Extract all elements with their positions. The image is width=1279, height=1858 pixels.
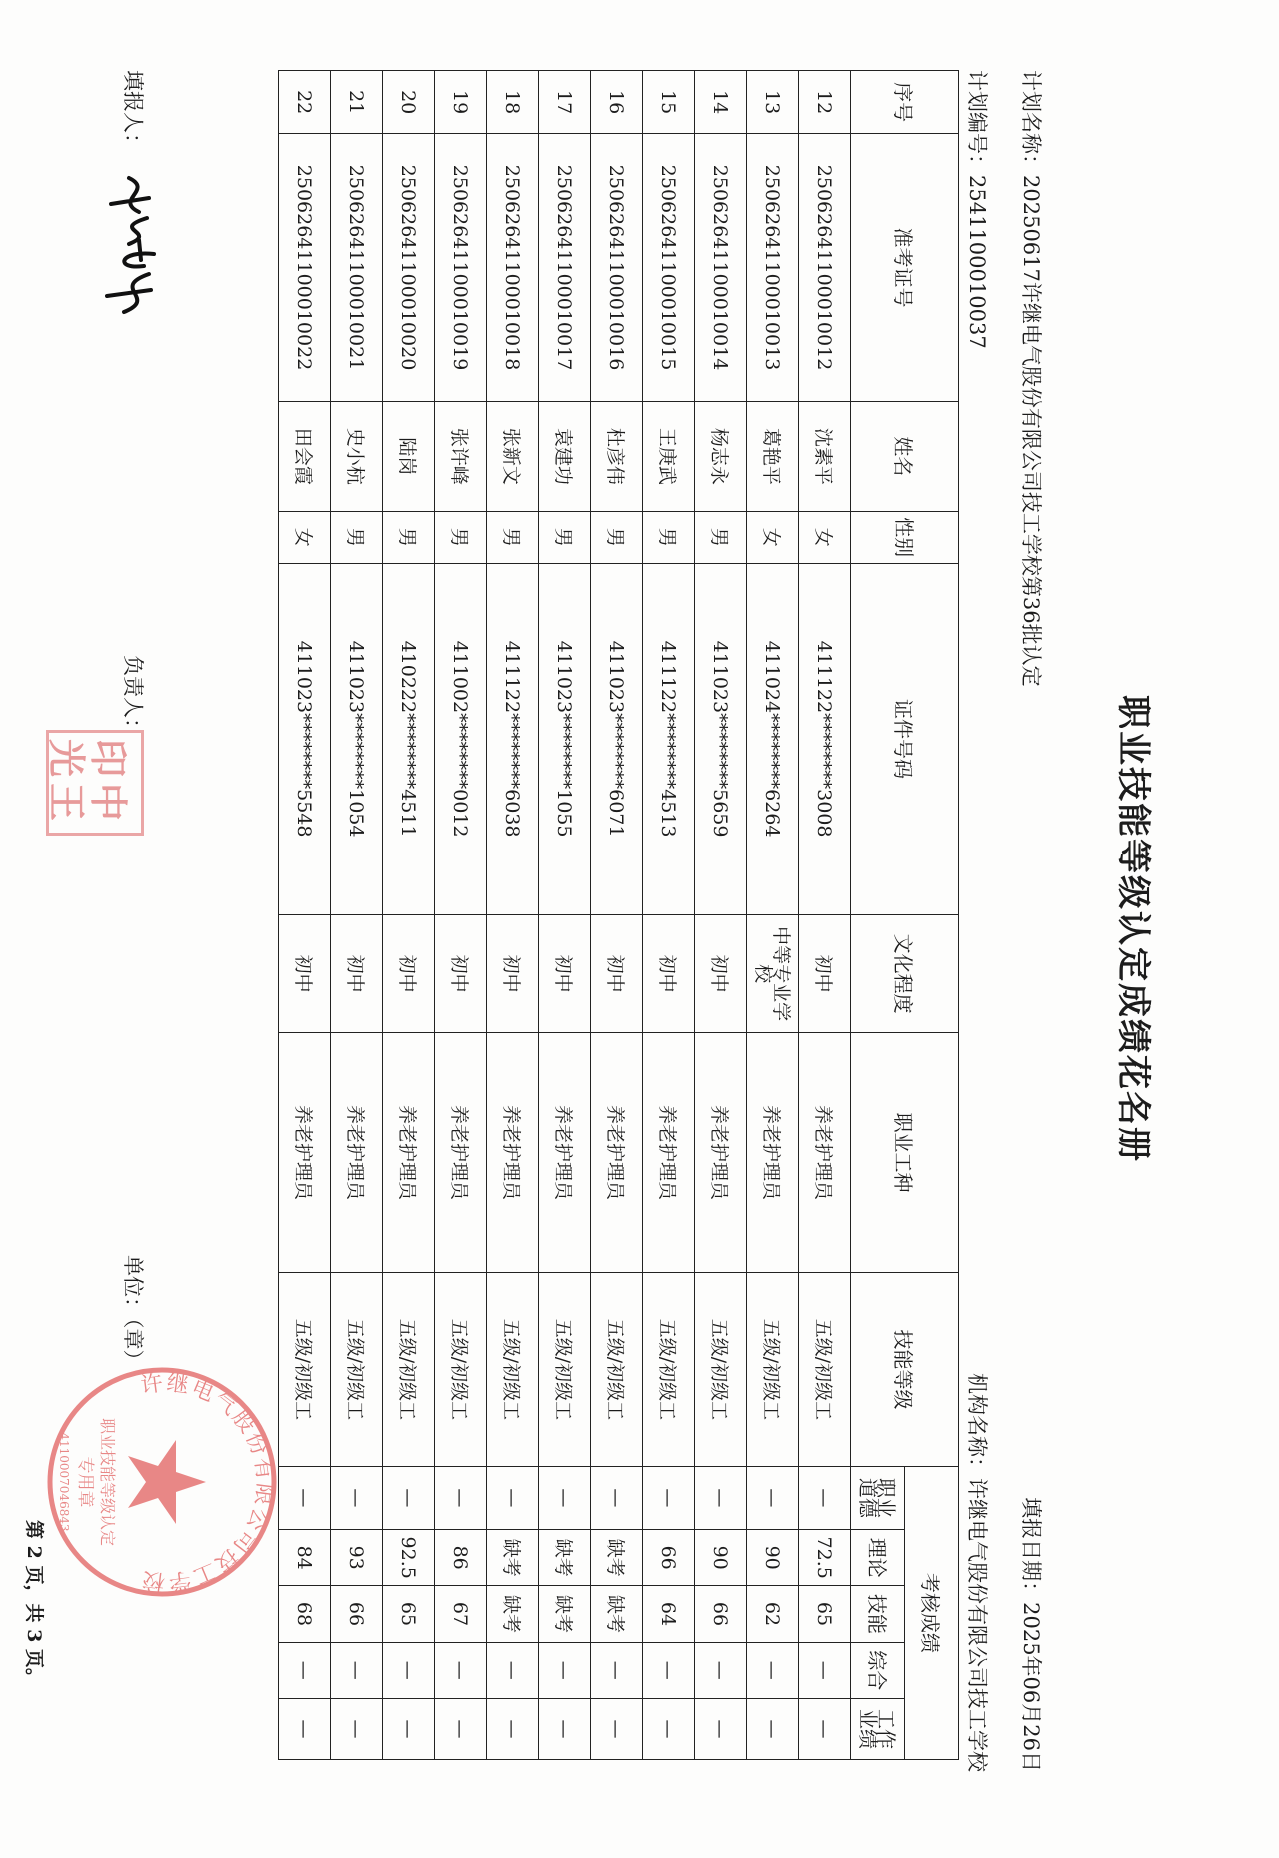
header-id-no: 证件号码	[851, 563, 959, 915]
cell-skill-level: 五级/初级工	[487, 1273, 539, 1467]
cell-gender: 女	[279, 512, 331, 564]
table-row	[695, 71, 747, 1760]
cell-work-performance: —	[799, 1698, 851, 1759]
cell-id-no: 411023********5548	[279, 563, 331, 915]
header-scores-group: 考核成绩	[905, 1466, 959, 1759]
table-row	[539, 71, 591, 1760]
cell-seq: 13	[747, 71, 799, 134]
cell-seq: 14	[695, 71, 747, 134]
cell-name: 陆岗	[383, 401, 435, 511]
cell-skill-level: 五级/初级工	[747, 1273, 799, 1467]
cell-work-performance: —	[591, 1698, 643, 1759]
seal-char-3: 印	[86, 739, 131, 778]
cell-id-no: 411122********6038	[487, 563, 539, 915]
cell-theory: 缺考	[591, 1530, 643, 1586]
cell-work-performance: —	[331, 1698, 383, 1759]
cell-skill-level: 五级/初级工	[695, 1273, 747, 1467]
cell-ethics: —	[643, 1466, 695, 1529]
cell-id-no: 411023********5659	[695, 563, 747, 915]
cell-ethics: —	[435, 1466, 487, 1529]
cell-id-no: 411122********3008	[799, 563, 851, 915]
cell-overall: —	[799, 1642, 851, 1698]
cell-exam-no: 25062641100010017	[539, 134, 591, 401]
cell-skill-level: 五级/初级工	[591, 1273, 643, 1467]
cell-gender: 男	[591, 512, 643, 564]
cell-education: 初中	[695, 915, 747, 1032]
table-row	[435, 71, 487, 1760]
cell-id-no: 411122********4513	[643, 563, 695, 915]
official-round-stamp	[39, 1360, 284, 1605]
header-exam-no: 准考证号	[851, 134, 959, 401]
table-row	[643, 71, 695, 1760]
header-skill-level: 技能等级	[851, 1273, 959, 1467]
header-work-performance: 工作业绩	[851, 1698, 905, 1759]
cell-skill-level: 五级/初级工	[331, 1273, 383, 1467]
cell-skill-level: 五级/初级工	[799, 1273, 851, 1467]
header-education: 文化程度	[851, 915, 959, 1032]
cell-work-performance: —	[383, 1698, 435, 1759]
header-gender: 性别	[851, 512, 959, 564]
cell-occupation: 养老护理员	[799, 1032, 851, 1272]
cell-ethics: —	[383, 1466, 435, 1529]
cell-overall: —	[643, 1642, 695, 1698]
cell-occupation: 养老护理员	[435, 1032, 487, 1272]
cell-exam-no: 25062641100010013	[747, 134, 799, 401]
cell-id-no: 411023********6071	[591, 563, 643, 915]
cell-seq: 16	[591, 71, 643, 134]
cell-seq: 15	[643, 71, 695, 134]
cell-theory: 92.5	[383, 1530, 435, 1586]
table-row	[331, 71, 383, 1760]
filler-label: 填报人：	[121, 70, 145, 154]
cell-education: 初中	[643, 915, 695, 1032]
table-row	[383, 71, 435, 1760]
cell-gender: 男	[643, 512, 695, 564]
cell-name: 史小杭	[331, 401, 383, 511]
cell-exam-no: 25062641100010021	[331, 134, 383, 401]
cell-work-performance: —	[487, 1698, 539, 1759]
unit-label-text: 单位：	[121, 1255, 145, 1318]
cell-theory: 72.5	[799, 1530, 851, 1586]
cell-occupation: 养老护理员	[539, 1032, 591, 1272]
header-occupation: 职业工种	[851, 1032, 959, 1272]
cell-skill-level: 五级/初级工	[279, 1273, 331, 1467]
cell-gender: 男	[383, 512, 435, 564]
cell-name: 张新文	[487, 401, 539, 511]
cell-education: 初中	[383, 915, 435, 1032]
cell-ethics: —	[591, 1466, 643, 1529]
cell-work-performance: —	[643, 1698, 695, 1759]
cell-skill: 缺考	[591, 1586, 643, 1642]
seal-char-4: 光	[44, 739, 89, 778]
cell-education: 初中	[435, 915, 487, 1032]
cell-gender: 女	[799, 512, 851, 564]
table-row	[747, 71, 799, 1760]
cell-overall: —	[747, 1642, 799, 1698]
cell-exam-no: 25062641100010018	[487, 134, 539, 401]
cell-name: 杜彦伟	[591, 401, 643, 511]
cell-work-performance: —	[435, 1698, 487, 1759]
cell-ethics: —	[747, 1466, 799, 1529]
cell-exam-no: 25062641100010022	[279, 134, 331, 401]
cell-gender: 男	[331, 512, 383, 564]
cell-ethics: —	[331, 1466, 383, 1529]
stamp-center-text: 职业技能等级认定	[98, 1417, 117, 1547]
cell-seq: 19	[435, 71, 487, 134]
cell-name: 田会霞	[279, 401, 331, 511]
cell-exam-no: 25062641100010012	[799, 134, 851, 401]
cell-education: 初中	[799, 915, 851, 1032]
cell-id-no: 410222********4511	[383, 563, 435, 915]
cell-ethics: —	[799, 1466, 851, 1529]
cell-occupation: 养老护理员	[331, 1032, 383, 1272]
table-row	[799, 71, 851, 1760]
cell-gender: 男	[435, 512, 487, 564]
cell-occupation: 养老护理员	[695, 1032, 747, 1272]
cell-skill-level: 五级/初级工	[643, 1273, 695, 1467]
header-theory: 理论	[851, 1530, 905, 1586]
page-number: 第 2 页，共 3 页。	[23, 1520, 45, 1687]
cell-id-no: 411024********6264	[747, 563, 799, 915]
cell-seq: 22	[279, 71, 331, 134]
cell-work-performance: —	[279, 1698, 331, 1759]
cell-name: 沈素平	[799, 401, 851, 511]
cell-skill: 68	[279, 1586, 331, 1642]
cell-name: 张许峰	[435, 401, 487, 511]
cell-skill: 64	[643, 1586, 695, 1642]
cell-name: 袁建功	[539, 401, 591, 511]
cell-theory: 缺考	[487, 1530, 539, 1586]
cell-work-performance: —	[539, 1698, 591, 1759]
cell-skill: 62	[747, 1586, 799, 1642]
cell-overall: —	[279, 1642, 331, 1698]
cell-education: 初中	[331, 915, 383, 1032]
cell-seq: 17	[539, 71, 591, 134]
cell-skill: 缺考	[487, 1586, 539, 1642]
cell-skill: 缺考	[539, 1586, 591, 1642]
cell-name: 王庚武	[643, 401, 695, 511]
cell-overall: —	[487, 1642, 539, 1698]
cell-id-no: 411023********1054	[331, 563, 383, 915]
cell-skill-level: 五级/初级工	[435, 1273, 487, 1467]
unit-label	[119, 1255, 149, 1371]
cell-name: 葛艳平	[747, 401, 799, 511]
cell-skill: 66	[695, 1586, 747, 1642]
stamp-bottom-text: 专用章	[75, 1456, 95, 1508]
stamp-code: 4110007046843	[57, 1432, 71, 1532]
seal-char-1: 中	[86, 783, 131, 822]
cell-gender: 男	[487, 512, 539, 564]
cell-exam-no: 25062641100010019	[435, 134, 487, 401]
table-row	[279, 71, 331, 1760]
cell-exam-no: 25062641100010016	[591, 134, 643, 401]
cell-theory: 93	[331, 1530, 383, 1586]
stamp-arc-text: 许继电气股份有限公司技工学校	[139, 1370, 278, 1595]
cell-ethics: —	[539, 1466, 591, 1529]
cell-gender: 男	[539, 512, 591, 564]
cell-overall: —	[695, 1642, 747, 1698]
header-ethics: 职业道德	[851, 1466, 905, 1529]
cell-education: 初中	[539, 915, 591, 1032]
cell-work-performance: —	[695, 1698, 747, 1759]
table-row	[591, 71, 643, 1760]
cell-occupation: 养老护理员	[383, 1032, 435, 1272]
cell-overall: —	[591, 1642, 643, 1698]
cell-education: 中等专业学校	[747, 915, 799, 1032]
cell-theory: 90	[747, 1530, 799, 1586]
cell-skill-level: 五级/初级工	[539, 1273, 591, 1467]
cell-skill: 65	[799, 1586, 851, 1642]
organization-name: 机构名称：许继电气股份有限公司技工学校	[965, 1373, 989, 1772]
cell-overall: —	[383, 1642, 435, 1698]
cell-occupation: 养老护理员	[487, 1032, 539, 1272]
cell-seq: 18	[487, 71, 539, 134]
cell-theory: 86	[435, 1530, 487, 1586]
cell-exam-no: 25062641100010020	[383, 134, 435, 401]
cell-skill: 66	[331, 1586, 383, 1642]
cell-exam-no: 25062641100010014	[695, 134, 747, 401]
document-title: 职业技能等级认定成绩花名册	[1113, 695, 1153, 1163]
header-overall: 综合	[851, 1642, 905, 1698]
cell-overall: —	[435, 1642, 487, 1698]
cell-theory: 90	[695, 1530, 747, 1586]
table-row	[487, 71, 539, 1760]
cell-occupation: 养老护理员	[643, 1032, 695, 1272]
cell-seq: 20	[383, 71, 435, 134]
cell-education: 初中	[279, 915, 331, 1032]
handwritten-signature	[99, 170, 169, 320]
cell-ethics: —	[695, 1466, 747, 1529]
cell-education: 初中	[591, 915, 643, 1032]
cell-theory: 缺考	[539, 1530, 591, 1586]
cell-occupation: 养老护理员	[747, 1032, 799, 1272]
header-seq: 序号	[851, 71, 959, 134]
cell-theory: 84	[279, 1530, 331, 1586]
cell-ethics: —	[487, 1466, 539, 1529]
header-name: 姓名	[851, 401, 959, 511]
personal-seal	[46, 730, 144, 836]
cell-ethics: —	[279, 1466, 331, 1529]
cell-overall: —	[331, 1642, 383, 1698]
cell-skill: 65	[383, 1586, 435, 1642]
cell-gender: 男	[695, 512, 747, 564]
cell-id-no: 411002********0012	[435, 563, 487, 915]
cell-occupation: 养老护理员	[591, 1032, 643, 1272]
cell-name: 杨志永	[695, 401, 747, 511]
seal-char-2: 王	[44, 783, 89, 822]
plan-number: 计划编号：2541100010037	[965, 70, 989, 349]
cell-occupation: 养老护理员	[279, 1032, 331, 1272]
cell-seq: 12	[799, 71, 851, 134]
cell-exam-no: 25062641100010015	[643, 134, 695, 401]
score-roster-table	[278, 70, 959, 1760]
cell-gender: 女	[747, 512, 799, 564]
cell-skill-level: 五级/初级工	[383, 1273, 435, 1467]
fill-date: 填报日期：2025年06月26日	[1019, 1497, 1043, 1772]
cell-id-no: 411023********1055	[539, 563, 591, 915]
responsible-label: 负责人：	[121, 655, 145, 739]
cell-theory: 66	[643, 1530, 695, 1586]
cell-skill: 67	[435, 1586, 487, 1642]
header-skill: 技能	[851, 1586, 905, 1642]
cell-overall: —	[539, 1642, 591, 1698]
cell-work-performance: —	[747, 1698, 799, 1759]
unit-seal-note: （章）	[121, 1318, 145, 1371]
plan-name: 计划名称：20250617许继电气股份有限公司技工学校第36批认定	[1019, 70, 1043, 687]
cell-education: 初中	[487, 915, 539, 1032]
roster-body	[279, 71, 851, 1760]
cell-seq: 21	[331, 71, 383, 134]
